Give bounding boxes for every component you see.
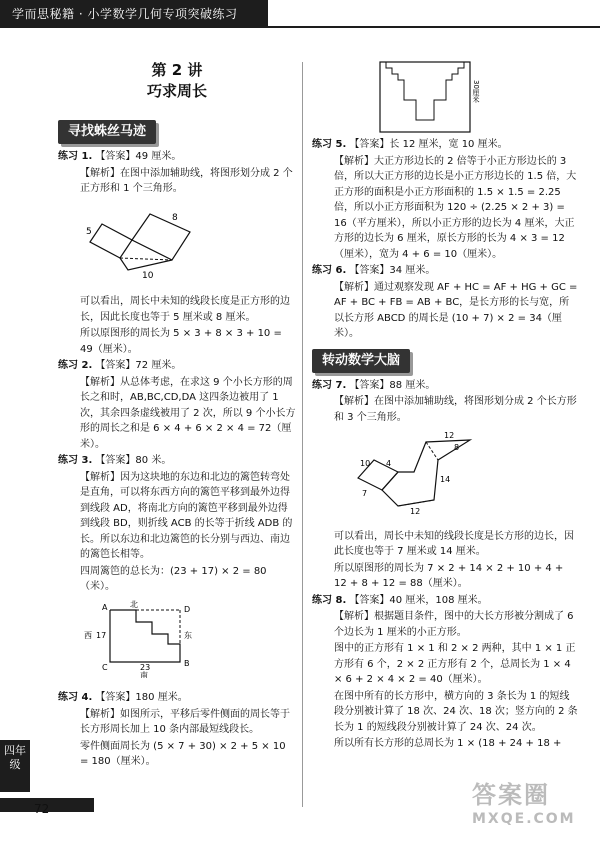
exercise-label: 练习 5. xyxy=(312,139,347,150)
analysis: 【解析】如图所示，平移后零件侧面的周长等于长方形周长加上 10 条内部最短线段长。 xyxy=(80,708,290,735)
analysis: 四周篱笆的总长为：(23 + 17) × 2 = 80（米）。 xyxy=(80,565,267,592)
exercise-5 xyxy=(312,137,578,153)
analysis: 【解析】从总体考虑，在求这 9 个小长方形的周长之和时，AB,BC,CD,DA 这四条边被用了 1 次，其余四条虚线被用了 2 次，所以 9 个小长方形的周长之和是 6 × 4 + 6 × 2 × 4 = 72（厘米）。 xyxy=(80,376,296,450)
answer: 【答案】72 厘米。 xyxy=(95,360,182,371)
analysis: 【解析】因为这块地的东边和北边的篱笆转弯处是直角，可以将东西方向的篱笆平移到最外边得到线段 AD，将南北方向的篱笆平移到最外边得到线段 BD，则折线 ACB 的长等于折线 ADB 的长。所以东边和北边篱笆的长分别与西边、南边的篱笆长相等。 xyxy=(80,471,293,560)
label-7: 7 xyxy=(362,489,368,498)
analysis: 可以看出，周长中未知的线段长度是长方形的边长，因此长度也等于 7 厘米或 14 厘米。 xyxy=(334,530,574,557)
analysis: 【解析】在图中添加辅助线，将图形划分成 2 个长方形和 3 个三角形。 xyxy=(334,396,577,423)
label-10: 10 xyxy=(142,270,154,281)
exercise-2 xyxy=(58,358,296,374)
exercise-3 xyxy=(58,453,296,469)
analysis: 【解析】在图中添加辅助线，将图形划分成 2 个正方形和 1 个三角形。 xyxy=(80,167,293,194)
answer: 【答案】180 厘米。 xyxy=(95,692,188,703)
point-D: D xyxy=(184,604,191,614)
left-column xyxy=(58,60,296,771)
exercise-label: 练习 4. xyxy=(58,692,93,703)
label-south: 南 xyxy=(140,670,148,678)
exercise-1 xyxy=(58,149,296,165)
figure-size-label: 30厘米 xyxy=(472,80,480,103)
answer: 【答案】长 12 厘米，宽 10 厘米。 xyxy=(349,139,508,150)
analysis: 【解析】通过观察发现 AF + HC = AF + HG + GC = AF + BC + FB = AB + BC，是长方形的长与宽，所以长方形 ABCD 的周长是 (10 + 7) × 2 = 34（厘米）。 xyxy=(334,281,578,339)
exercise-label: 练习 2. xyxy=(58,360,93,371)
page-number: 72 xyxy=(34,802,50,816)
label-5: 5 xyxy=(86,226,92,237)
exercise-label: 练习 6. xyxy=(312,265,347,276)
point-B: B xyxy=(184,658,190,668)
ex4-figure xyxy=(372,60,492,136)
section-heading-2: 转动数学大脑 xyxy=(312,349,410,373)
point-A: A xyxy=(102,602,108,612)
point-C: C xyxy=(102,662,108,672)
label-north: 北 xyxy=(130,599,138,609)
label-12b: 12 xyxy=(410,507,421,516)
exercise-label: 练习 1. xyxy=(58,151,93,162)
header-title: 学而思秘籍 · 小学数学几何专项突破练习 xyxy=(0,0,268,28)
grade-tab: 四年级 xyxy=(0,740,30,792)
answer: 【答案】80 米。 xyxy=(95,455,172,466)
lecture-topic: 巧求周长 xyxy=(146,82,207,100)
label-8: 8 xyxy=(172,212,178,223)
ex7-figure xyxy=(334,430,504,516)
label-17: 17 xyxy=(96,630,107,640)
watermark xyxy=(472,780,582,840)
exercise-label: 练习 8. xyxy=(312,594,347,606)
ex3-figure xyxy=(80,600,230,678)
answer: 【答案】34 厘米。 xyxy=(349,265,436,276)
section-heading-1: 寻找蛛丝马迹 xyxy=(58,120,156,144)
watermark-text: 答案圈 xyxy=(472,781,550,809)
label-23: 23 xyxy=(140,662,151,672)
analysis: 所以原图形的周长为 7 × 2 + 14 × 2 + 10 + 4 + 12 + 8 + 12 = 88（厘米）。 xyxy=(334,562,564,589)
analysis: 图中的正方形有 1 × 1 和 2 × 2 两种，其中 1 × 1 正方形有 6 个，2 × 2 正方形有 2 个，总周长为 1 × 4 × 6 + 2 × 4 × 2 = 40（厘米）。 xyxy=(334,643,576,685)
label-east: 东 xyxy=(184,630,192,640)
label-4: 4 xyxy=(386,459,392,468)
exercise-label: 练习 3. xyxy=(58,455,93,466)
analysis: 【解析】根据题目条件，图中的大长方形被分割成了 6 个边长为 1 厘米的小正方形。 xyxy=(334,611,574,638)
column-divider xyxy=(302,62,303,807)
answer: 【答案】40 厘米，108 厘米。 xyxy=(349,594,488,606)
answer: 【答案】49 厘米。 xyxy=(95,151,182,162)
lecture-number: 第 2 讲 xyxy=(151,61,203,79)
analysis: 所以原图形的周长为 5 × 3 + 8 × 3 + 10 = 49（厘米）。 xyxy=(80,328,282,355)
label-west: 西 xyxy=(84,630,92,640)
analysis: 在图中所有的长方形中，横方向的 3 条长为 1 的短线段分别被计算了 18 次、24 次、18 次；竖方向的 2 条长为 1 的短线段分别被计算了 24 次、24 次。 xyxy=(334,690,578,733)
exercise-8 xyxy=(312,593,578,609)
right-column xyxy=(312,60,578,753)
exercise-7 xyxy=(312,378,578,394)
exercise-4 xyxy=(58,690,296,706)
ex1-figure xyxy=(80,202,230,282)
answer: 【答案】88 厘米。 xyxy=(349,379,436,391)
label-12a: 12 xyxy=(444,431,455,440)
exercise-6 xyxy=(312,263,578,279)
exercise-label: 练习 7. xyxy=(312,379,347,391)
analysis: 可以看出，周长中未知的线段长度是正方形的边长，因此长度也等于 5 厘米或 8 厘米。 xyxy=(80,296,290,323)
watermark-url: MXQE.COM xyxy=(472,811,576,827)
analysis: 所以所有长方形的总周长为 1 × (18 + 24 + 18 + xyxy=(334,738,562,749)
label-8: 8 xyxy=(454,443,460,452)
label-14: 14 xyxy=(440,475,451,484)
analysis: 零件侧面周长为 (5 × 7 + 30) × 2 + 5 × 10 = 180（厘米）。 xyxy=(80,740,286,767)
analysis: 【解析】大正方形边长的 2 倍等于小正方形边长的 3 倍，所以大正方形的边长是小正方形边长的 1.5 倍，大正方形的面积是小正方形面积的 1.5 × 1.5 = 2.25 倍，所以小正方形面积为 120 ÷ (2.25 × 2 + 3) = 16（平方厘米），所以小正方形的边长为 4 厘米，大正方形的边长为 6 厘米，原长方形的长为 4 × 3 = 12（厘米），宽为 4 + 6 = 10（厘米）。 xyxy=(334,155,577,260)
header-rule xyxy=(268,26,600,28)
label-10: 10 xyxy=(360,459,371,468)
